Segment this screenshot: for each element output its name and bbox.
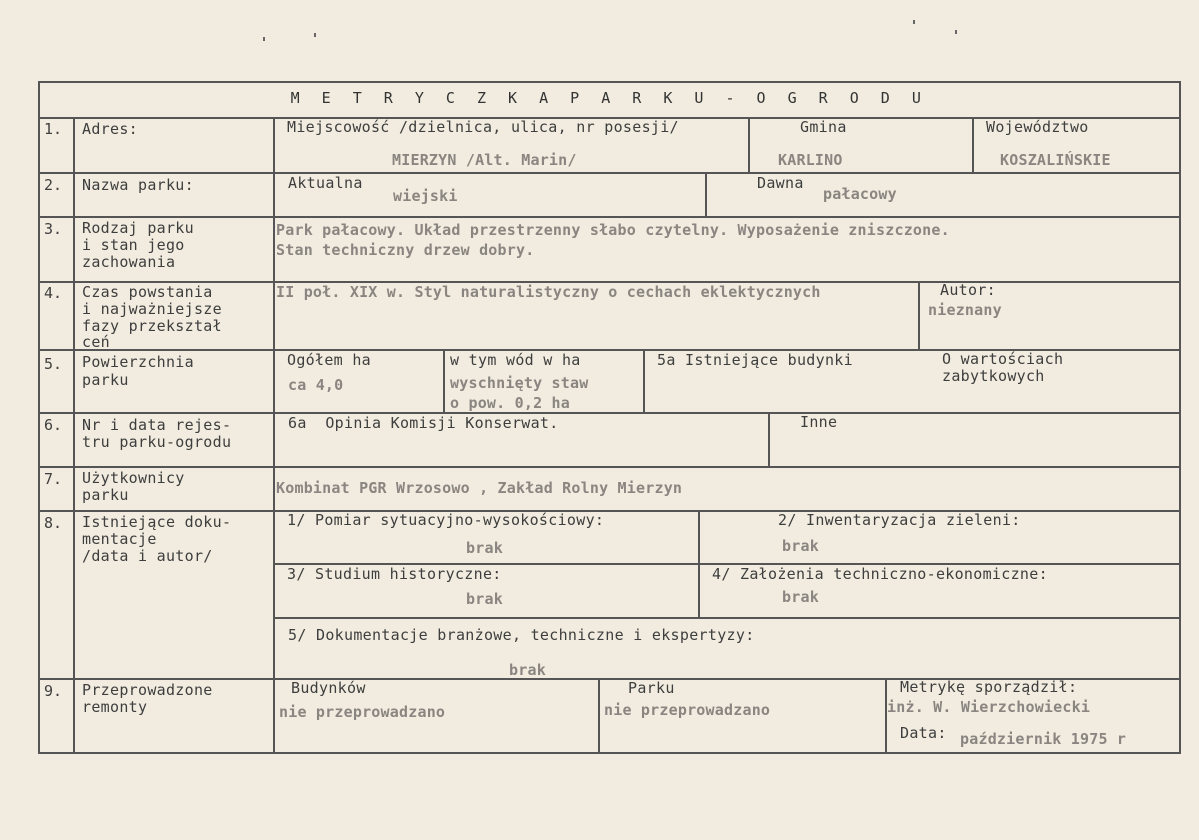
area-label-2: parku xyxy=(82,371,129,389)
registry-label-2: tru parku-ogrodu xyxy=(82,433,232,451)
branch-documentation-label: 5/ Dokumentacje branżowe, techniczne i ekspertyzy: xyxy=(288,626,755,644)
total-area-value: ca 4,0 xyxy=(288,376,344,394)
users-value: Kombinat PGR Wrzosowo , Zakład Rolny Mierzyn xyxy=(276,479,683,497)
origin-label-1: Czas powstania xyxy=(82,283,213,301)
park-type-label-2: i stan jego xyxy=(82,236,185,254)
rule-r2 xyxy=(705,172,707,218)
current-name-value: wiejski xyxy=(393,187,458,205)
ink-speck xyxy=(314,33,316,37)
other-label: Inne xyxy=(800,413,838,431)
rule-bottom xyxy=(38,752,1181,754)
rule-r1b xyxy=(972,117,974,174)
rule-r9a xyxy=(598,678,600,754)
greenery-inventory-value: brak xyxy=(782,537,819,555)
survey-value: brak xyxy=(466,539,503,557)
row-number: 6. xyxy=(44,416,63,434)
row-number: 4. xyxy=(44,284,63,302)
ink-speck xyxy=(955,30,957,34)
technical-assumptions-value: brak xyxy=(782,588,819,606)
park-type-label-3: zachowania xyxy=(82,253,176,271)
heritage-value-label-2: zabytkowych xyxy=(942,367,1045,385)
greenery-inventory-label: 2/ Inwentaryzacja zieleni: xyxy=(778,511,1021,529)
rule-doc-b xyxy=(275,617,1181,619)
origin-label-4: ceń xyxy=(82,333,110,351)
row-number: 8. xyxy=(44,514,63,532)
rule-r6 xyxy=(768,412,770,468)
row-number: 9. xyxy=(44,682,63,700)
address-label: Adres: xyxy=(82,120,138,138)
area-label-1: Powierzchnia xyxy=(82,353,194,371)
author-label: Autor: xyxy=(940,281,996,299)
row-number: 1. xyxy=(44,120,63,138)
commission-opinion-label: 6a Opinia Komisji Konserwat. xyxy=(288,414,559,432)
buildings-renovation-label: Budynków xyxy=(291,679,366,697)
date-label: Data: xyxy=(900,724,947,742)
origin-label-3: fazy przekształ xyxy=(82,317,222,335)
rule-left xyxy=(38,81,40,754)
park-renovation-value: nie przeprowadzano xyxy=(604,701,771,719)
users-label-1: Użytkownicy xyxy=(82,469,185,487)
prepared-by-label: Metrykę sporządził: xyxy=(900,678,1078,696)
rule-num-col xyxy=(73,117,75,754)
rule-r4 xyxy=(918,281,920,351)
author-value: nieznany xyxy=(928,301,1002,319)
gmina-value: KARLINO xyxy=(778,151,843,169)
gmina-label: Gmina xyxy=(800,118,847,136)
rule-r1a xyxy=(748,117,750,174)
rule-row6 xyxy=(38,412,1181,414)
rule-top xyxy=(38,81,1181,83)
locality-value: MIERZYN /Alt. Marin/ xyxy=(392,151,577,169)
row-number: 3. xyxy=(44,220,63,238)
rule-r9b xyxy=(885,678,887,754)
documentation-label-2: mentacje xyxy=(82,530,157,548)
documentation-label-1: Istniejące doku- xyxy=(82,513,232,531)
rule-row2 xyxy=(38,172,1181,174)
former-name-value: pałacowy xyxy=(823,185,897,203)
origin-label-2: i najważniejsze xyxy=(82,300,222,318)
park-renovation-label: Parku xyxy=(628,679,675,697)
park-type-value-2: Stan techniczny drzew dobry. xyxy=(276,241,535,259)
park-name-label: Nazwa parku: xyxy=(82,176,194,194)
buildings-renovation-value: nie przeprowadzano xyxy=(279,703,446,721)
historical-study-label: 3/ Studium historyczne: xyxy=(287,565,502,583)
existing-buildings-label: 5a Istniejące budynki xyxy=(657,351,853,369)
heritage-value-label-1: O wartościach xyxy=(942,350,1064,368)
prepared-by-value: inż. W. Wierzchowiecki xyxy=(887,698,1091,716)
rule-right xyxy=(1179,81,1181,754)
current-name-label: Aktualna xyxy=(288,174,363,192)
water-area-value-2: o pow. 0,2 ha xyxy=(450,394,570,412)
park-type-value-1: Park pałacowy. Układ przestrzenny słabo czytelny. Wyposażenie zniszczone. xyxy=(276,221,950,239)
rule-label-col xyxy=(273,117,275,754)
date-value: październik 1975 r xyxy=(960,730,1127,748)
technical-assumptions-label: 4/ Założenia techniczno-ekonomiczne: xyxy=(712,565,1048,583)
rule-r5b xyxy=(643,349,645,414)
voivodeship-value: KOSZALIŃSKIE xyxy=(1000,151,1111,169)
rule-row3 xyxy=(38,216,1181,218)
registry-label-1: Nr i data rejes- xyxy=(82,416,232,434)
rule-r5a xyxy=(443,349,445,414)
water-area-label: w tym wód w ha xyxy=(450,351,581,369)
water-area-value-1: wyschnięty staw xyxy=(450,374,589,392)
renovations-label-1: Przeprowadzone xyxy=(82,681,213,699)
ink-speck xyxy=(913,20,915,24)
documentation-label-3: /data i autor/ xyxy=(82,547,213,565)
voivodeship-label: Województwo xyxy=(986,118,1089,136)
survey-label: 1/ Pomiar sytuacyjno-wysokościowy: xyxy=(287,511,605,529)
locality-label: Miejscowość /dzielnica, ulica, nr posesji/ xyxy=(287,118,679,136)
former-name-label: Dawna xyxy=(757,174,804,192)
ink-speck xyxy=(263,37,265,41)
branch-documentation-value: brak xyxy=(509,661,546,679)
renovations-label-2: remonty xyxy=(82,698,148,716)
row-number: 5. xyxy=(44,355,63,373)
total-area-label: Ogółem ha xyxy=(287,351,371,369)
historical-study-value: brak xyxy=(466,590,503,608)
users-label-2: parku xyxy=(82,486,129,504)
origin-value: II poł. XIX w. Styl naturalistyczny o cechach eklektycznych xyxy=(276,283,821,301)
row-number: 2. xyxy=(44,176,63,194)
rule-row7 xyxy=(38,466,1181,468)
card-title: M E T R Y C Z K A P A R K U - O G R O D U xyxy=(290,89,928,107)
row-number: 7. xyxy=(44,470,63,488)
rule-r8 xyxy=(698,510,700,619)
park-type-label-1: Rodzaj parku xyxy=(82,219,194,237)
